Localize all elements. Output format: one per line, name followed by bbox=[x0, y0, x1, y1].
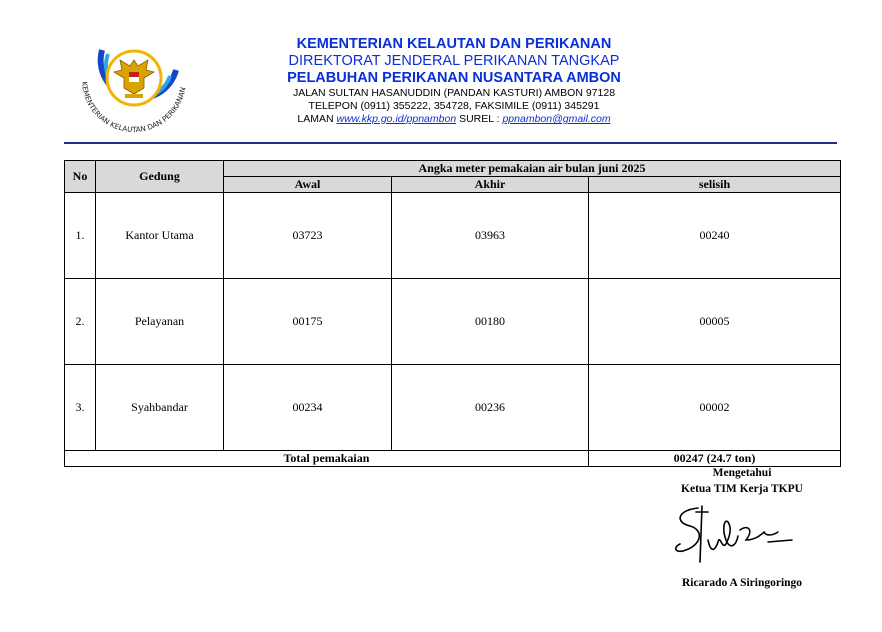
row-diff: 00002 bbox=[589, 365, 841, 451]
row-building: Syahbandar bbox=[96, 365, 224, 451]
directorate-name: DIREKTORAT JENDERAL PERIKANAN TANGKAP bbox=[288, 53, 620, 69]
email-link[interactable]: ppnambon@gmail.com bbox=[502, 113, 611, 125]
row-end: 00236 bbox=[392, 365, 589, 451]
website-line bbox=[236, 113, 672, 126]
header-start: Awal bbox=[224, 177, 392, 193]
address-line: JALAN SULTAN HASANUDDIN (PANDAN KASTURI) AMBON 97128 bbox=[292, 87, 616, 99]
total-value: 00247 (24.7 ton) bbox=[589, 451, 841, 467]
row-end: 00180 bbox=[392, 279, 589, 365]
signer-name: Ricarado A Siringoringo bbox=[681, 577, 803, 589]
acknowledged-label: Mengetahui bbox=[712, 467, 772, 479]
row-no: 2. bbox=[65, 279, 96, 365]
header-no: No bbox=[65, 161, 96, 193]
header-end: Akhir bbox=[392, 177, 589, 193]
row-start: 00175 bbox=[224, 279, 392, 365]
website-link[interactable]: www.kkp.go.id/ppnambon bbox=[336, 113, 457, 125]
row-building: Kantor Utama bbox=[96, 193, 224, 279]
total-label: Total pemakaian bbox=[65, 451, 589, 467]
letterhead-divider bbox=[64, 142, 837, 144]
letterhead bbox=[236, 36, 672, 126]
row-end: 03963 bbox=[392, 193, 589, 279]
header-diff: selisih bbox=[589, 177, 841, 193]
handwritten-signature bbox=[668, 500, 798, 570]
header-meter-group: Angka meter pemakaian air bulan juni 2025 bbox=[224, 161, 841, 177]
logo-ring-text: KEMENTERIAN KELAUTAN DAN PERIKANAN bbox=[79, 81, 188, 135]
table-row bbox=[65, 365, 841, 451]
ministry-name: KEMENTERIAN KELAUTAN DAN PERIKANAN bbox=[296, 36, 612, 52]
email-label: SUREL : bbox=[459, 113, 500, 125]
table-row bbox=[65, 279, 841, 365]
row-building: Pelayanan bbox=[96, 279, 224, 365]
phone-line: TELEPON (0911) 355222, 354728, FAKSIMILE (0911) 345291 bbox=[308, 100, 600, 112]
row-diff: 00240 bbox=[589, 193, 841, 279]
approver-position: Ketua TIM Kerja TKPU bbox=[681, 483, 803, 495]
row-start: 03723 bbox=[224, 193, 392, 279]
row-no: 1. bbox=[65, 193, 96, 279]
approval-block bbox=[642, 465, 842, 497]
header-building: Gedung bbox=[96, 161, 224, 193]
ministry-logo bbox=[68, 30, 200, 138]
row-no: 3. bbox=[65, 365, 96, 451]
table-row bbox=[65, 193, 841, 279]
table-header-row bbox=[65, 161, 841, 177]
port-name: PELABUHAN PERIKANAN NUSANTARA AMBON bbox=[287, 70, 621, 86]
water-usage-table bbox=[64, 160, 841, 467]
website-label: LAMAN bbox=[297, 113, 334, 125]
row-start: 00234 bbox=[224, 365, 392, 451]
row-diff: 00005 bbox=[589, 279, 841, 365]
